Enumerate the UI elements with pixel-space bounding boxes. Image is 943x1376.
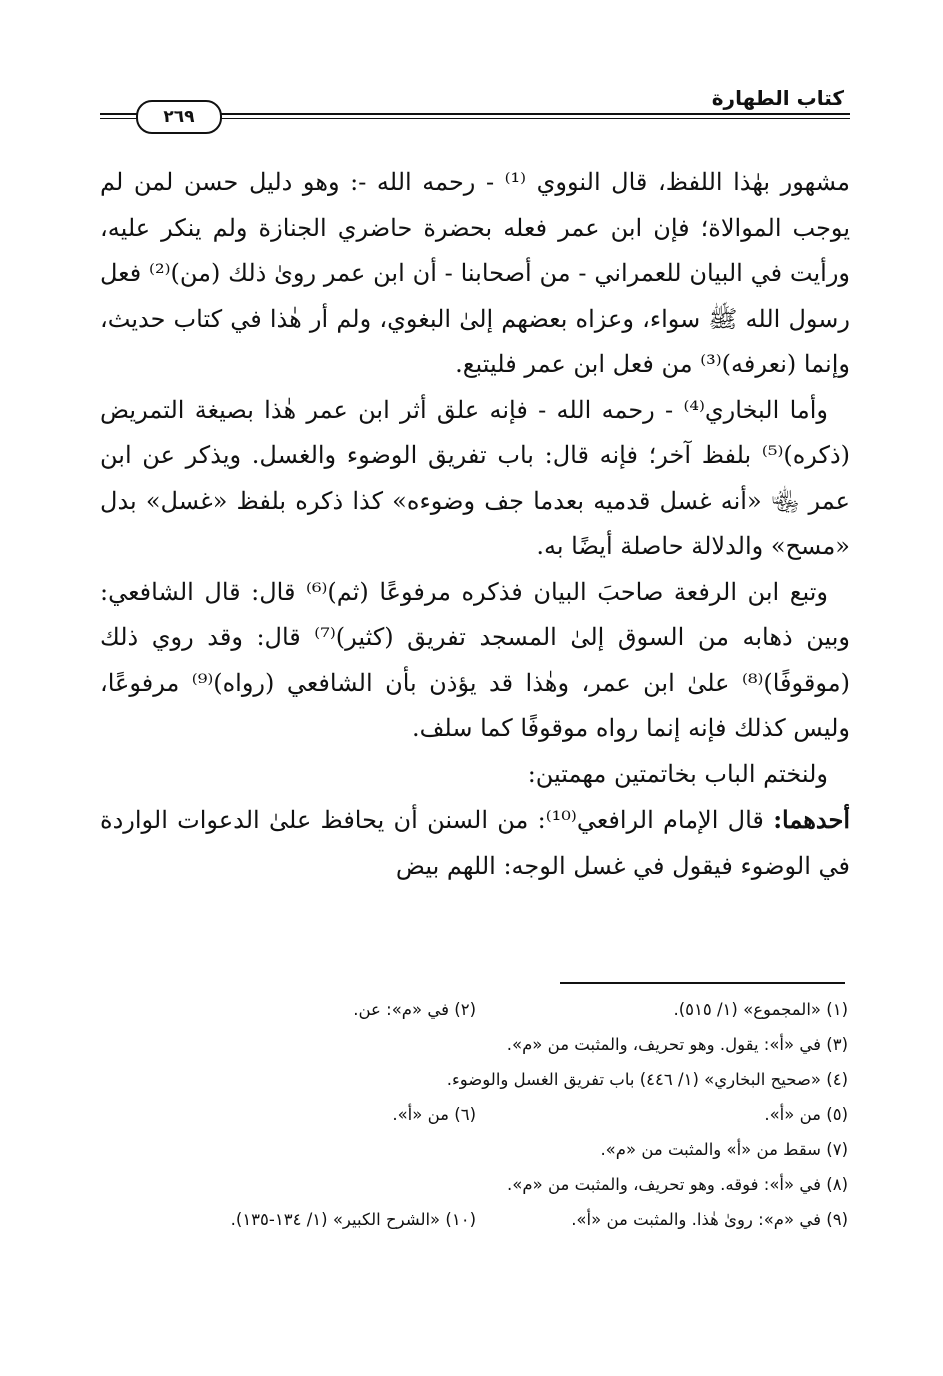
footnote-row xyxy=(100,1097,848,1132)
paragraph-2: وأما البخاري⁽⁴⁾ - رحمه الله - فإنه علق أثر ابن عمر هٰذا بصيغة التمريض (ذكره)⁽⁵⁾ بلفظ آخر؛ فإنه قال: باب تفريق الوضوء والغسل. ويذكر عن ابن عمر ﵄ «أنه غسل قدميه بعدما جف وضوءه» كذا ذكره بلفظ «غسل» بدل «مسح» والدلالة حاصلة أيضًا به. xyxy=(100,395,850,560)
page-header xyxy=(100,82,850,130)
footnote-row xyxy=(100,1027,848,1062)
footnote-1: (١) «المجموع» (١/ ٥١٥). xyxy=(673,1000,848,1019)
footnote-7: (٧) سقط من «أ» والمثبت من «م». xyxy=(600,1140,848,1159)
header-rule-top xyxy=(218,113,850,115)
header-rule-bottom xyxy=(218,118,850,119)
footnote-8: (٨) في «أ»: فوقه. وهو تحريف، والمثبت من «م». xyxy=(507,1175,848,1194)
footnote-row xyxy=(100,1062,848,1097)
header-rule-left-bottom xyxy=(100,118,140,119)
page-number: ٢٦٩ xyxy=(136,100,222,134)
footnote-10: (١٠) «الشرح الكبير» (١/ ١٣٤-١٣٥). xyxy=(230,1210,476,1229)
footnote-4: (٤) «صحيح البخاري» (١/ ٤٤٦) باب تفريق الغسل والوضوء. xyxy=(446,1070,848,1089)
footnote-row xyxy=(100,1202,848,1237)
header-rule-left-top xyxy=(100,113,140,115)
footnote-row xyxy=(100,1167,848,1202)
paragraph-1: مشهور بهٰذا اللفظ، قال النووي ⁽¹⁾ - رحمه الله -: وهو دليل حسن لمن لم يوجب الموالاة؛ فإن ابن عمر فعله بحضرة حاضري الجنازة ولم ينكر عليه، ورأيت في البيان للعمراني - من أصحابنا - أن ابن عمر روىٰ ذلك (من)⁽²⁾ فعل رسول الله ﷺ سواء، وعزاه بعضهم إلىٰ البغوي، ولم أر هٰذا في كتاب حديث، وإنما (نعرفه)⁽³⁾ من فعل ابن عمر فليتبع. xyxy=(100,168,851,378)
paragraph-3: وتبع ابن الرفعة صاحبَ البيان فذكره مرفوعًا (ثم)⁽⁶⁾ قال: قال الشافعي: وبين ذهابه من السوق إلىٰ المسجد تفريق (كثير)⁽⁷⁾ قال: وقد روي ذلك (موقوفًا)⁽⁸⁾ علىٰ ابن عمر، وهٰذا قد يؤذن بأن الشافعي (رواه)⁽⁹⁾ مرفوعًا، وليس كذلك فإنه إنما رواه موقوفًا كما سلف. xyxy=(100,577,851,742)
paragraph-5-lead: أحدهما: xyxy=(773,805,850,834)
footnote-6: (٦) من «أ». xyxy=(392,1105,476,1124)
paragraph-5 xyxy=(100,797,850,889)
footnote-3: (٣) في «أ»: يقول. وهو تحريف، والمثبت من «م». xyxy=(506,1035,848,1054)
book-title: كتاب الطهارة xyxy=(711,86,844,110)
footnote-5: (٥) من «أ». xyxy=(764,1105,848,1124)
footnote-row xyxy=(100,1132,848,1167)
footnote-separator xyxy=(560,982,845,984)
footnote-row xyxy=(100,992,848,1027)
footnote-9: (٩) في «م»: روىٰ هٰذا. والمثبت من «أ». xyxy=(571,1210,848,1229)
footnote-2: (٢) في «م»: عن. xyxy=(353,1000,476,1019)
paragraph-5-text: قال الإمام الرافعي⁽¹⁰⁾: من السنن أن يحافظ علىٰ الدعوات الواردة في الوضوء فيقول في غسل الوجه: اللهم بيض xyxy=(100,806,850,880)
main-text xyxy=(100,160,850,889)
footnotes xyxy=(100,992,848,1237)
paragraph-4: ولنختم الباب بخاتمتين مهمتين: xyxy=(527,759,828,788)
